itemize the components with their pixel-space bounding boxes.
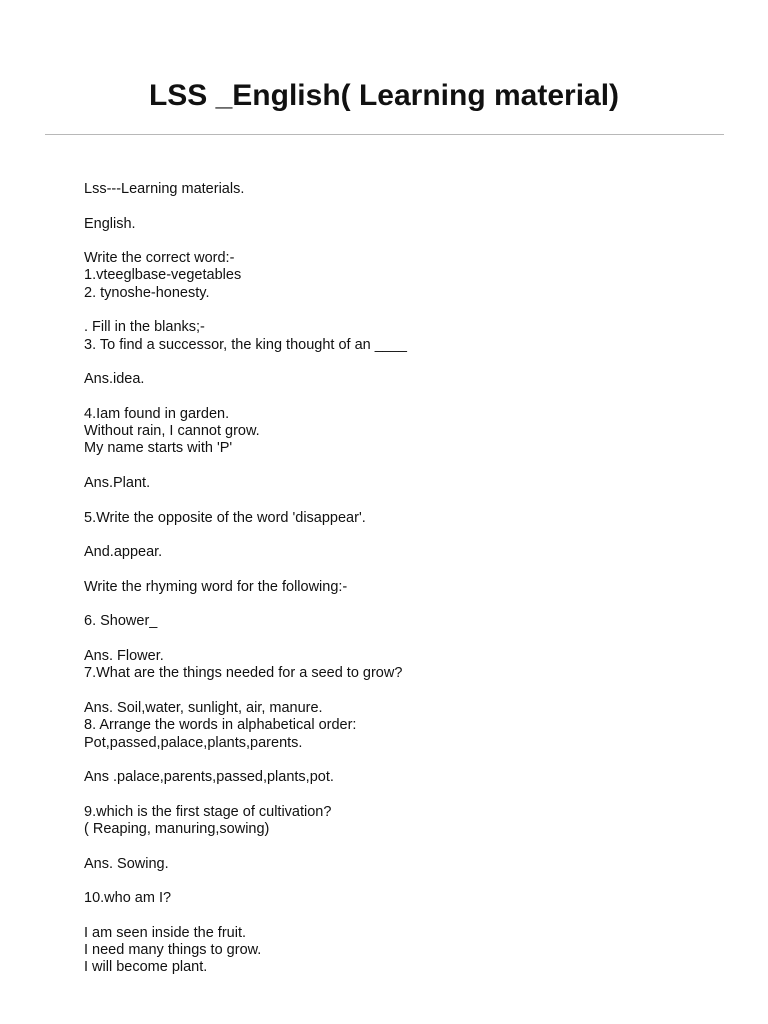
paragraph bbox=[84, 700, 724, 752]
document-body bbox=[84, 181, 724, 977]
text-line: 4.Iam found in garden. bbox=[84, 405, 230, 422]
text-line: Without rain, I cannot grow. bbox=[84, 423, 260, 440]
paragraph bbox=[84, 804, 724, 839]
paragraph bbox=[84, 579, 724, 596]
text-line: I need many things to grow. bbox=[84, 942, 262, 959]
title-divider bbox=[45, 134, 724, 135]
paragraph bbox=[84, 769, 724, 786]
paragraph bbox=[84, 925, 724, 977]
paragraph bbox=[84, 216, 724, 233]
text-line: 10.who am I? bbox=[84, 890, 172, 907]
paragraph bbox=[84, 648, 724, 683]
text-line: English. bbox=[84, 215, 136, 232]
text-line: My name starts with 'P' bbox=[84, 440, 233, 457]
text-line: 3. To find a successor, the king thought of an ____ bbox=[84, 336, 407, 353]
text-line: Ans. Flower. bbox=[84, 648, 164, 665]
text-line: And.appear. bbox=[84, 544, 163, 561]
text-line: I will become plant. bbox=[84, 959, 208, 976]
text-line: 9.which is the first stage of cultivation? bbox=[84, 803, 332, 820]
text-line: 5.Write the opposite of the word 'disappear'. bbox=[84, 509, 366, 526]
text-line: Ans. Sowing. bbox=[84, 855, 169, 872]
text-line: Pot,passed,palace,plants,parents. bbox=[84, 734, 303, 751]
text-line: Write the rhyming word for the following:- bbox=[84, 578, 348, 595]
text-line: 7.What are the things needed for a seed to grow? bbox=[84, 665, 403, 682]
paragraph bbox=[84, 406, 724, 458]
text-line: Ans.Plant. bbox=[84, 475, 151, 492]
paragraph bbox=[84, 475, 724, 492]
text-line: 2. tynoshe-honesty. bbox=[84, 284, 210, 301]
text-line: 8. Arrange the words in alphabetical order: bbox=[84, 717, 357, 734]
text-line: ( Reaping, manuring,sowing) bbox=[84, 820, 270, 837]
text-line: Ans.idea. bbox=[84, 371, 145, 388]
paragraph bbox=[84, 544, 724, 561]
text-line: Ans. Soil,water, sunlight, air, manure. bbox=[84, 699, 323, 716]
text-line: . Fill in the blanks;- bbox=[84, 319, 205, 336]
text-line: Ans .palace,parents,passed,plants,pot. bbox=[84, 769, 334, 786]
paragraph bbox=[84, 856, 724, 873]
page-title: LSS _English( Learning material) bbox=[148, 79, 620, 112]
text-line: 6. Shower_ bbox=[84, 613, 158, 630]
text-line: Write the correct word:- bbox=[84, 250, 235, 267]
text-line: Lss---Learning materials. bbox=[84, 181, 245, 197]
paragraph bbox=[84, 510, 724, 527]
paragraph bbox=[84, 613, 724, 630]
paragraph bbox=[84, 371, 724, 388]
paragraph bbox=[84, 250, 724, 302]
text-line: 1.vteeglbase-vegetables bbox=[84, 267, 242, 284]
paragraph bbox=[84, 181, 724, 198]
text-line: I am seen inside the fruit. bbox=[84, 924, 246, 941]
paragraph bbox=[84, 890, 724, 907]
paragraph bbox=[84, 319, 724, 354]
